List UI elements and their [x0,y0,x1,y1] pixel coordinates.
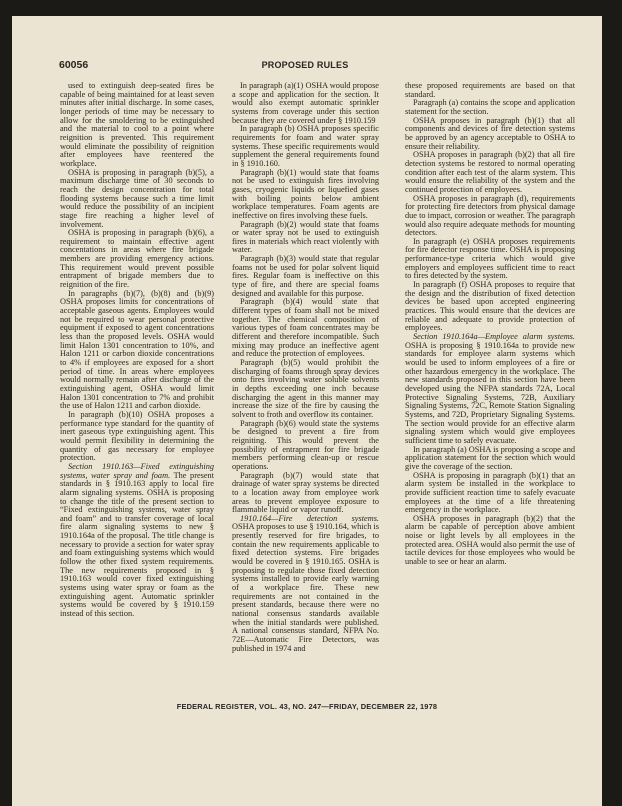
paragraph-text: Paragraph (b)(7) would state that drainage of water spray systems be directed to a location away from employee work areas to prevent employee exposure to flammable liquid or vapor runoff. [232,470,379,515]
paragraph-text: OSHA proposes in paragraph (b)(2) that all fire detection systems be restored to normal operating condition after each test of the alarm system. This would ensure the reliability of the system and the continued protection of employees. [405,150,575,194]
paragraph [405,333,575,446]
paragraph-text: OSHA proposes in paragraph (d), requirements for protecting fire detectors from physical damage due to impact, corrosion or weather. The paragraph would also require adequate methods for mounting detectors. [405,193,575,238]
section-heading: PROPOSED RULES [261,60,349,70]
paragraph [232,169,379,221]
section-title: Section 1910.163—Fixed extinguishing systems, water spray and foam. [60,461,214,480]
text-column-1 [60,82,214,619]
paragraph-text: Paragraph (b)(5) would prohibit the discharging of foams through spray devices onto fires involving water soluble solvents in depths exceeding one inch because discharging the agent in this manner may increase the size of the fire by causing the solvent to froth and overflow its container. [232,358,379,419]
paragraph [232,472,379,515]
paragraph-text: In paragraph (a)(1) OSHA would propose a scope and application for the section. It would also exempt automatic sprinkler systems from coverage under this section because they are covered under § 1910.159 [232,81,379,125]
page-number: 60056 [59,59,89,71]
paragraph-text: OSHA is proposing § 1910.164a to provide new standards for employee alarm systems which would be used to inform employees of a fire or other hazardous emergency in the workplace. The new standards proposed in this section have been developed using the NFPA standards 72A, Local Protective Signaling Systems, 72B, Auxiliary Signaling Systems, 72C, Remote Station Signaling Systems, and 72D, Proprietary Signaling Systems. The section would provide for an effective alarm signaling system which would give employees sufficient time to safely evacuate. [405,340,575,445]
paragraph [232,255,379,298]
paragraph [232,125,379,168]
paragraph [232,82,379,125]
page-footer: FEDERAL REGISTER, VOL. 43, NO. 247—FRIDAY, DECEMBER 22, 1978 [176,702,438,711]
paragraph [60,463,214,619]
paragraph-text: OSHA is proposing in paragraph (b)(6), a requirement to maintain effective agent concentations in areas where fire brigade members are providing emergency actions. This requirement would prevent possible entrapment of brigade members due to reignition of the fire. [60,228,214,290]
paragraph-text: OSHA is proposing in paragraph (b)(1) that an alarm system be installed in the workplace to provide sufficient reaction time to safely evacuate employees at the time of a life threatening emergency in the workplace. [405,470,575,515]
paragraph-text: Paragraph (a) contains the scope and application statement for the section. [405,98,575,116]
paragraph [60,82,214,169]
paragraph-text: In paragraph (b) OSHA proposes specific requirements for foam and water spray systems. These specific requirements would supplement the general requirements found in § 1910.160. [232,124,379,168]
paragraph [405,515,575,567]
paragraph [405,472,575,515]
paragraph [405,82,575,99]
paragraph [60,290,214,411]
paragraph [405,195,575,238]
paragraph-text: Paragraph (b)(3) would state that regular foams not be used for polar solvent liquid fires. Regular foam is ineffective on this type of fire, and there are special foams designed and available for this purpose. [232,254,379,298]
paragraph [405,446,575,472]
paragraph-text: In paragraph (f) OSHA proposes to require that the design and the distribution of fixed detection devices be based upon accepted engineering practices. This would ensure that the devices are reliable and adequate to provide protection of employees. [405,280,575,333]
paragraph [405,151,575,194]
paragraph [405,238,575,281]
paragraph-text: Paragraph (b)(2) would state that foams or water spray not be used to extinguish fires in materials which react violently with water. [232,219,379,255]
paragraph-text: In paragraph (b)(10) OSHA proposes a performance type standard for the quantity of inert gaseous type extinguishing agent. This would permit flexibility in determining the quantity of gas necessary for employee protection. [60,409,214,463]
paragraph-text: these proposed requirements are based on that standard. [405,81,575,99]
paragraph [60,169,214,230]
section-title: 1910.164—Fire detection systems. [240,513,379,523]
paragraph-text: OSHA proposes in paragraph (b)(2) that the alarm be capable of perception above ambient noise or light levels by all employees in the protected area. OSHA would also permit the use of tactile devices for those employees who would be unable to see or hear an alarm. [405,513,575,567]
paragraph-text: Paragraph (b)(1) would state that foams not be used to extinguish fires involving gases, cryogenic liquids or liquefied gases with boiling points below ambient workplace temperatures. Foam agents are ineffective on fires involving these fuels. [232,167,379,220]
paragraph [232,515,379,654]
paragraph-text: OSHA is proposing in paragraph (b)(5), a maximum discharge time of 30 seconds to reach the design concentration for total flooding systems because such a time limit would reduce the possibility of an incipient stage fire reaching a higher level of involvement. [60,167,214,229]
paragraph [60,411,214,463]
paragraph [60,229,214,290]
paragraph-text: In paragraph (e) OSHA proposes requirements for fire detector response time. OSHA is proposing performance-type criteria which would give employers and employees sufficient time to react to fires detected by the system. [405,236,575,281]
paragraph [405,99,575,116]
section-title: Section 1910.164a—Employee alarm systems. [413,332,575,342]
paragraph [232,359,379,420]
paragraph [232,420,379,472]
paragraph [232,221,379,256]
paragraph-text: OSHA proposes in paragraph (b)(1) that all components and devices of fire detection systems be approved by an agency acceptable to OSHA to ensure their reliability. [405,115,575,151]
document-page [12,16,602,806]
text-column-3 [405,82,575,567]
paragraph-text: OSHA proposes to use § 1910.164, which is presently reserved for fire brigades, to contain the new requirements applicable to fixed detection systems. Fire brigades would be covered in § 1910.165. OSHA is proposing to regulate those fixed detection systems installed to provide early warning of a workplace fire. These new requirements are not contained in the present standards, because there were no national consensus standards available when the initial standards were published. A national consensus standard, NFPA No. 72E—Automatic Fire Detectors, was published in 1974 and [232,522,379,653]
paragraph-text: used to extinguish deep-seated fires be capable of being maintained for at least seven minutes after initial discharge. In some cases, longer periods of time may be necessary to allow for the smoldering to be extinguished and the material to cool to a point where reignition is prevented. This requirement would eliminate the possibility of reignition after employees have reentered the workplace. [60,81,214,168]
paragraph [405,281,575,333]
paragraph-text: In paragraphs (b)(7), (b)(8) and (b)(9) OSHA proposes limits for concentrations of acceptable gaseous agents. Employees would not be required to wear personal protective equipment if exposed to agent concentrations less than the proposed levels. OSHA would limit Halon 1301 concentration to 10%, and Halon 1211 or carbon dioxide concentrations to 4% if employees are exposed for a short period of time. In areas where employees would normally remain after discharge of the extinguishing agent, OSHA would limit Halon 1301 concentration to 7% and prohibit the use of Halon 1211 and carbon dioxide. [60,288,214,411]
paragraph-text: Paragraph (b)(4) would state that different types of foam shall not be mixed together. The chemical composition of various types of foam concentrates may be different and therefore incompatible. Such mixing may produce an ineffective agent and reduce the protection of employees. [232,297,379,359]
paragraph-text: The present standards in § 1910.163 apply to local fire alarm signaling systems. OSHA is proposing to change the title of the present section to “Fixed extinguishing systems, water spray and foam” and to transfer coverage of local fire alarm signaling systems to new § 1910.164a of the proposal. The title change is necessary to provide a section for water spray and foam extinguishing systems which would follow the other fixed system requirements. The new requirements proposed in § 1910.163 would cover fixed extinguishing systems using water spray or foam as the extinguishing agent. Automatic sprinkler systems would be covered by § 1910.159 instead of this section. [60,470,215,619]
paragraph-text: In paragraph (a) OSHA is proposing a scope and application statement for the section which would give the coverage of the section. [405,444,575,471]
paragraph [232,298,379,359]
paragraph [405,117,575,152]
paragraph-text: Paragraph (b)(6) would state the systems be designed to prevent a fire from reigniting. This would prevent the possibility of entrapment for fire brigade members performing clean-up or rescue operations. [232,418,379,471]
text-column-2 [232,82,379,653]
